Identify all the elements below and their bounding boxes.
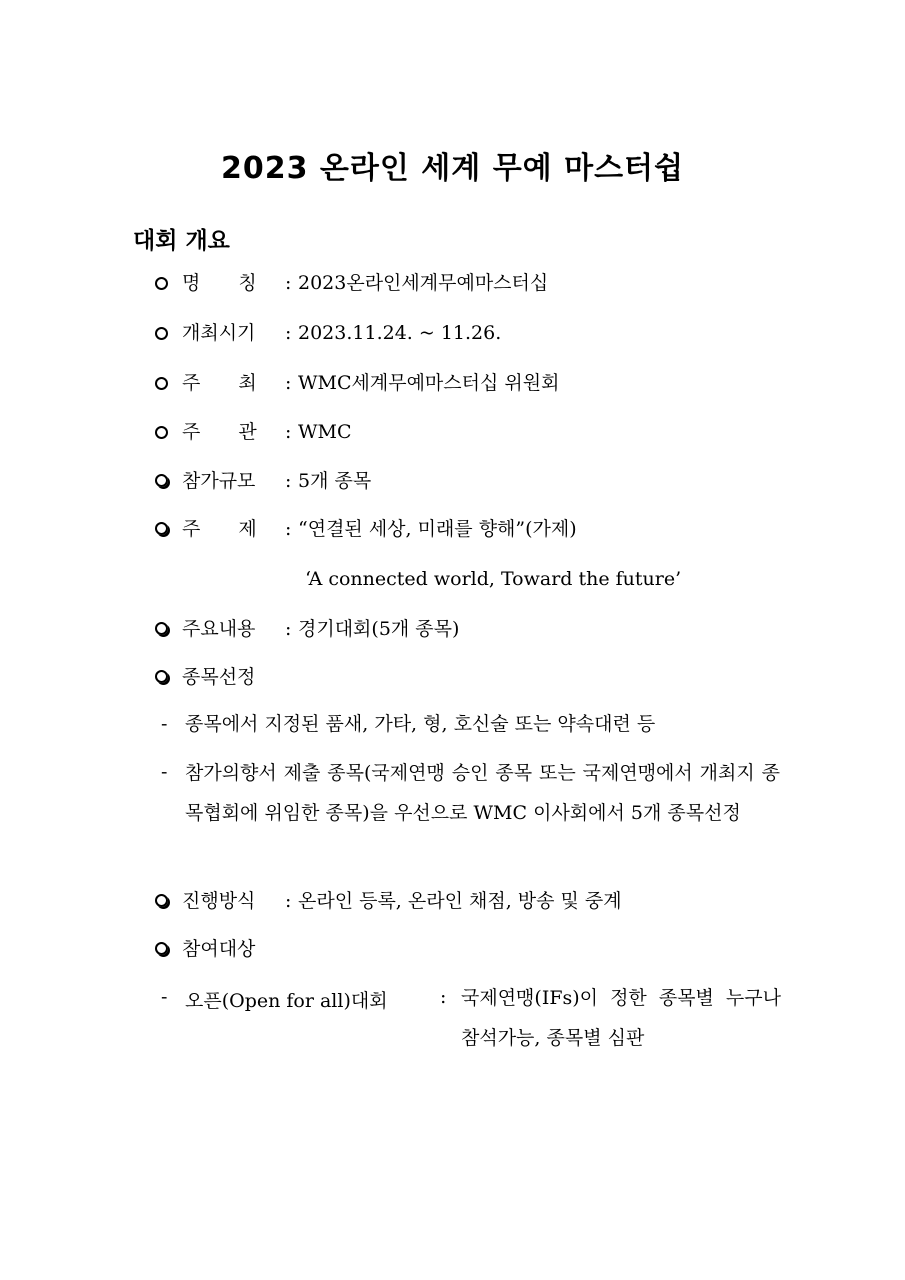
shadow-circle-bullet-icon <box>155 942 168 955</box>
item-value-english: ‘A connected world, Toward the future’ <box>305 568 682 590</box>
item-label: 주 최 <box>182 372 257 394</box>
dash-bullet: - <box>161 713 168 735</box>
item-separator: : <box>285 618 292 640</box>
item-value: 5개 종목 <box>298 470 372 492</box>
item-separator: : <box>285 421 292 443</box>
item-separator: : <box>285 470 292 492</box>
item-value: 온라인 등록, 온라인 채점, 방송 및 중계 <box>298 890 622 912</box>
item-separator: : <box>285 272 292 294</box>
item-label: 명 칭 <box>182 272 257 294</box>
item-value: 경기대회(5개 종목) <box>298 618 460 640</box>
item-label: 종목선정 <box>182 666 256 688</box>
participants-value: 국제연맹(IFs)이 정한 종목별 누구나 참석가능, 종목별 심판 <box>461 987 781 1049</box>
circle-bullet-icon <box>155 327 168 340</box>
page-title: 2023 온라인 세계 무예 마스터쉽 <box>220 151 685 186</box>
item-separator: : <box>285 322 292 344</box>
item-value: WMC세계무예마스터십 위원회 <box>298 372 560 394</box>
item-label: 진행방식 <box>182 890 256 912</box>
participants-note <box>0 978 905 1068</box>
item-host <box>0 371 905 395</box>
item-label: 주 제 <box>182 518 257 540</box>
item-label: 개최시기 <box>182 322 256 344</box>
item-separator: : <box>285 890 292 912</box>
item-scale <box>0 469 905 493</box>
selection-note-1 <box>0 712 905 736</box>
item-name <box>0 271 905 295</box>
item-label: 주 관 <box>182 421 257 443</box>
selection-note-2 <box>0 753 905 883</box>
selection-note-text: 종목에서 지정된 품새, 가타, 형, 호신술 또는 약속대련 등 <box>185 713 656 735</box>
item-participants <box>0 937 905 961</box>
selection-note-text: 참가의향서 제출 종목(국제연맹 승인 종목 또는 국제연맹에서 개최지 종목협회에 위임한 종목)을 우선으로 WMC 이사회에서 5개 종목선정 <box>185 762 780 824</box>
shadow-circle-bullet-icon <box>155 474 168 487</box>
item-period <box>0 321 905 345</box>
circle-bullet-icon <box>155 426 168 439</box>
circle-bullet-icon <box>155 377 168 390</box>
dash-bullet: - <box>161 761 168 783</box>
item-label: 참가규모 <box>182 470 256 492</box>
item-value: WMC <box>298 421 352 443</box>
shadow-circle-bullet-icon <box>155 622 168 635</box>
item-separator: : <box>285 372 292 394</box>
shadow-circle-bullet-icon <box>155 522 168 535</box>
participants-separator: : <box>440 986 447 1008</box>
shadow-circle-bullet-icon <box>155 670 168 683</box>
shadow-circle-bullet-icon <box>155 894 168 907</box>
item-theme-english <box>0 567 905 591</box>
dash-bullet: - <box>161 986 168 1008</box>
item-label: 참여대상 <box>182 938 256 960</box>
item-content <box>0 617 905 641</box>
item-label: 주요내용 <box>182 618 256 640</box>
item-method <box>0 889 905 913</box>
item-selection <box>0 665 905 689</box>
section-heading: 대회 개요 <box>133 228 230 254</box>
circle-bullet-icon <box>155 277 168 290</box>
item-value: 2023.11.24. ~ 11.26. <box>298 322 502 344</box>
item-organizer <box>0 420 905 444</box>
item-separator: : <box>285 518 292 540</box>
item-theme <box>0 517 905 541</box>
item-value: “연결된 세상, 미래를 향해”(가제) <box>298 518 577 540</box>
item-value: 2023온라인세계무예마스터십 <box>298 272 549 294</box>
participants-label: 오픈(Open for all)대회 <box>185 990 388 1012</box>
